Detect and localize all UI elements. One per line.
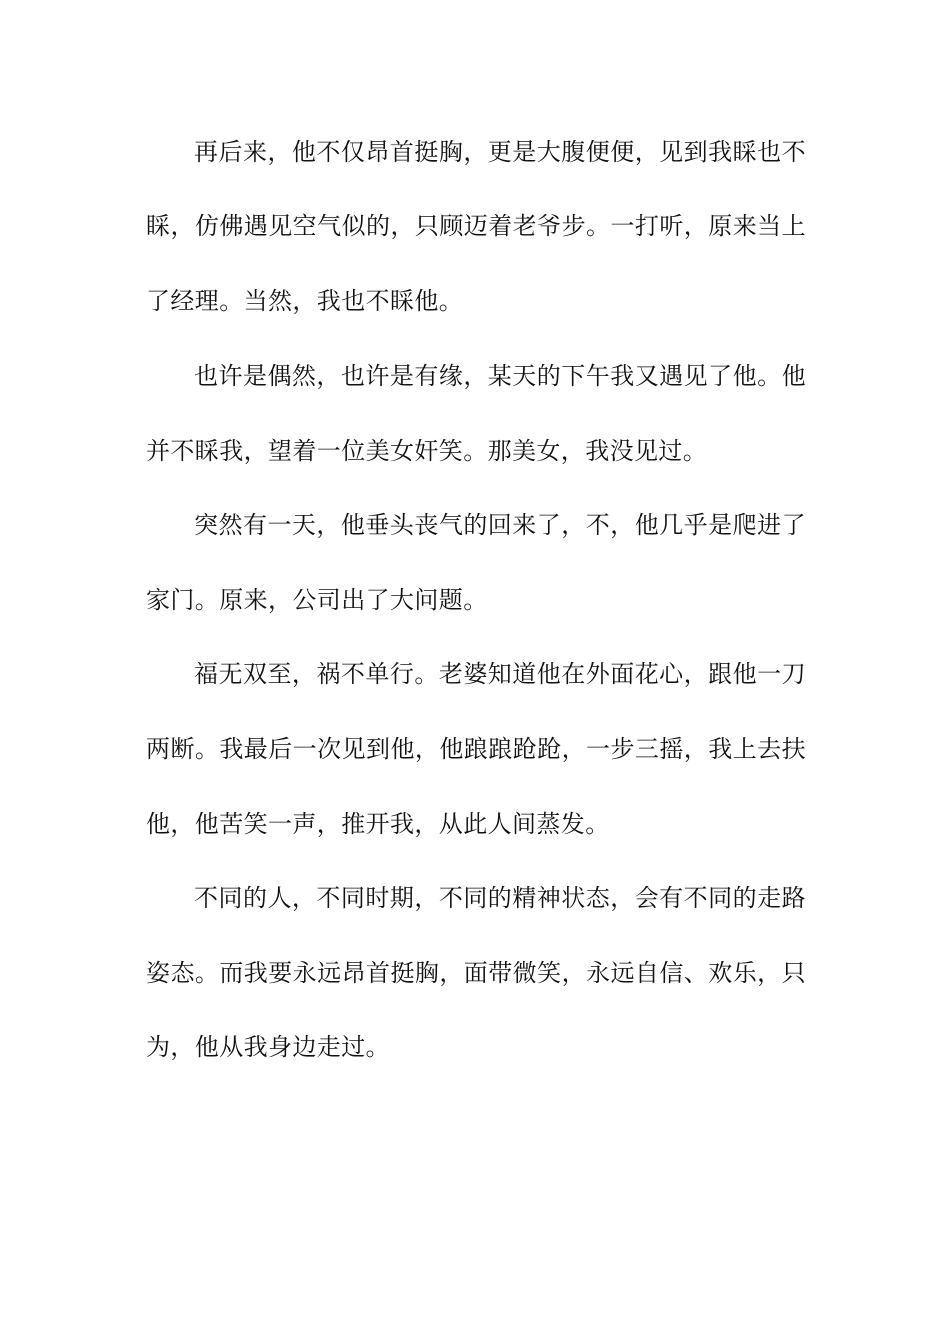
- paragraph-2-line-1: 也许是偶然，也许是有缘，某天的下午我又遇见了他。他: [194, 362, 806, 390]
- paragraph-4-line-3: 他，他苦笑一声，推开我，从此人间蒸发。: [146, 810, 610, 838]
- paragraph-2-line-2: 并不睬我，望着一位美女奸笑。那美女，我没见过。: [146, 437, 708, 465]
- paragraph-3-line-1: 突然有一天，他垂头丧气的回来了，不，他几乎是爬进了: [194, 511, 806, 539]
- paragraph-5-line-1: 不同的人，不同时期，不同的精神状态，会有不同的走路: [194, 884, 806, 912]
- paragraph-3-line-2: 家门。原来，公司出了大问题。: [146, 586, 488, 614]
- paragraph-4-line-1: 福无双至，祸不单行。老婆知道他在外面花心，跟他一刀: [194, 660, 806, 688]
- paragraph-5-line-2: 姿态。而我要永远昂首挺胸，面带微笑，永远自信、欢乐，只: [146, 959, 806, 987]
- paragraph-4-line-2: 两断。我最后一次见到他，他踉踉跄跄，一步三摇，我上去扶: [146, 735, 806, 763]
- paragraph-1-line-2: 睬，仿佛遇见空气似的，只顾迈着老爷步。一打听，原来当上: [146, 212, 806, 240]
- paragraph-1-line-1: 再后来，他不仅昂首挺胸，更是大腹便便，见到我睬也不: [194, 138, 806, 166]
- paragraph-1-line-3: 了经理。当然，我也不睬他。: [146, 287, 464, 315]
- paragraph-5-line-3: 为，他从我身边走过。: [146, 1033, 390, 1061]
